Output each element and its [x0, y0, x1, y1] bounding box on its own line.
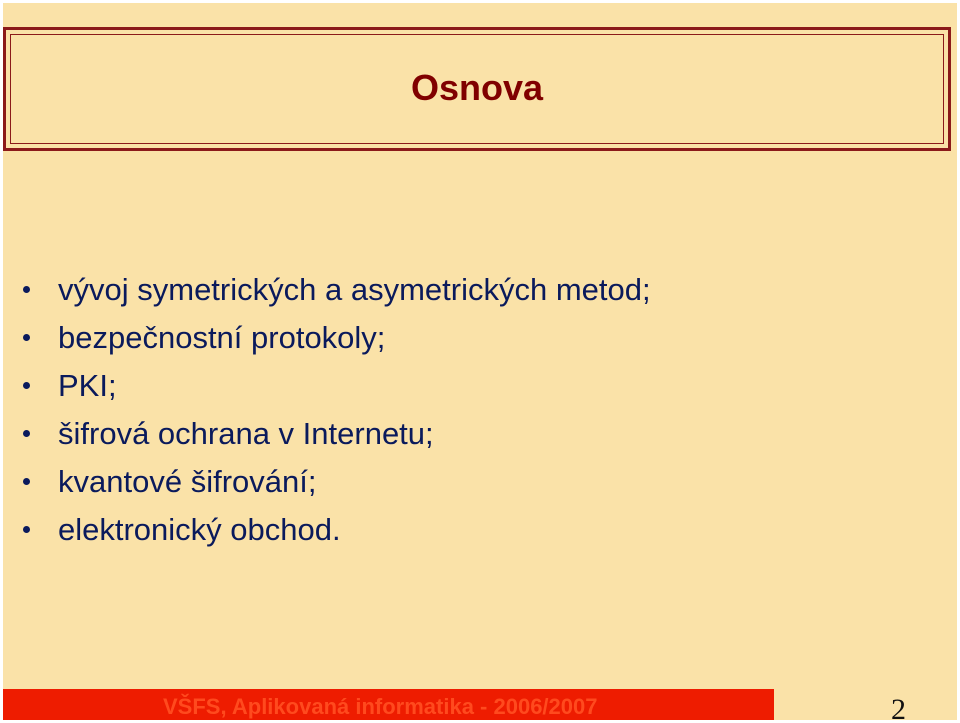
slide [3, 3, 957, 720]
bullet-item [23, 409, 651, 457]
bullet-dot-icon [23, 430, 30, 437]
bullet-text: vývoj symetrických a asymetrických metod; [58, 271, 651, 307]
bullet-item [23, 265, 651, 313]
bullet-text: bezpečnostní protokoly; [58, 319, 386, 355]
page-number: 2 [891, 693, 906, 720]
bullet-text: elektronický obchod. [58, 511, 341, 547]
bullet-list [23, 265, 651, 553]
bullet-text: PKI; [58, 367, 117, 403]
bullet-item [23, 457, 651, 505]
bullet-dot-icon [23, 382, 30, 389]
footer-bar [3, 689, 774, 720]
bullet-dot-icon [23, 334, 30, 341]
footer-text: VŠFS, Aplikovaná informatika - 2006/2007 [163, 694, 598, 719]
bullet-dot-icon [23, 526, 30, 533]
bullet-dot-icon [23, 478, 30, 485]
slide-title: Osnova [410, 67, 544, 108]
bullet-text: šifrová ochrana v Internetu; [58, 415, 434, 451]
title-frame [3, 27, 951, 151]
bullet-item [23, 505, 651, 553]
bullet-item [23, 313, 651, 361]
bullet-dot-icon [23, 286, 30, 293]
bullet-text: kvantové šifrování; [58, 463, 317, 499]
bullet-item [23, 361, 651, 409]
